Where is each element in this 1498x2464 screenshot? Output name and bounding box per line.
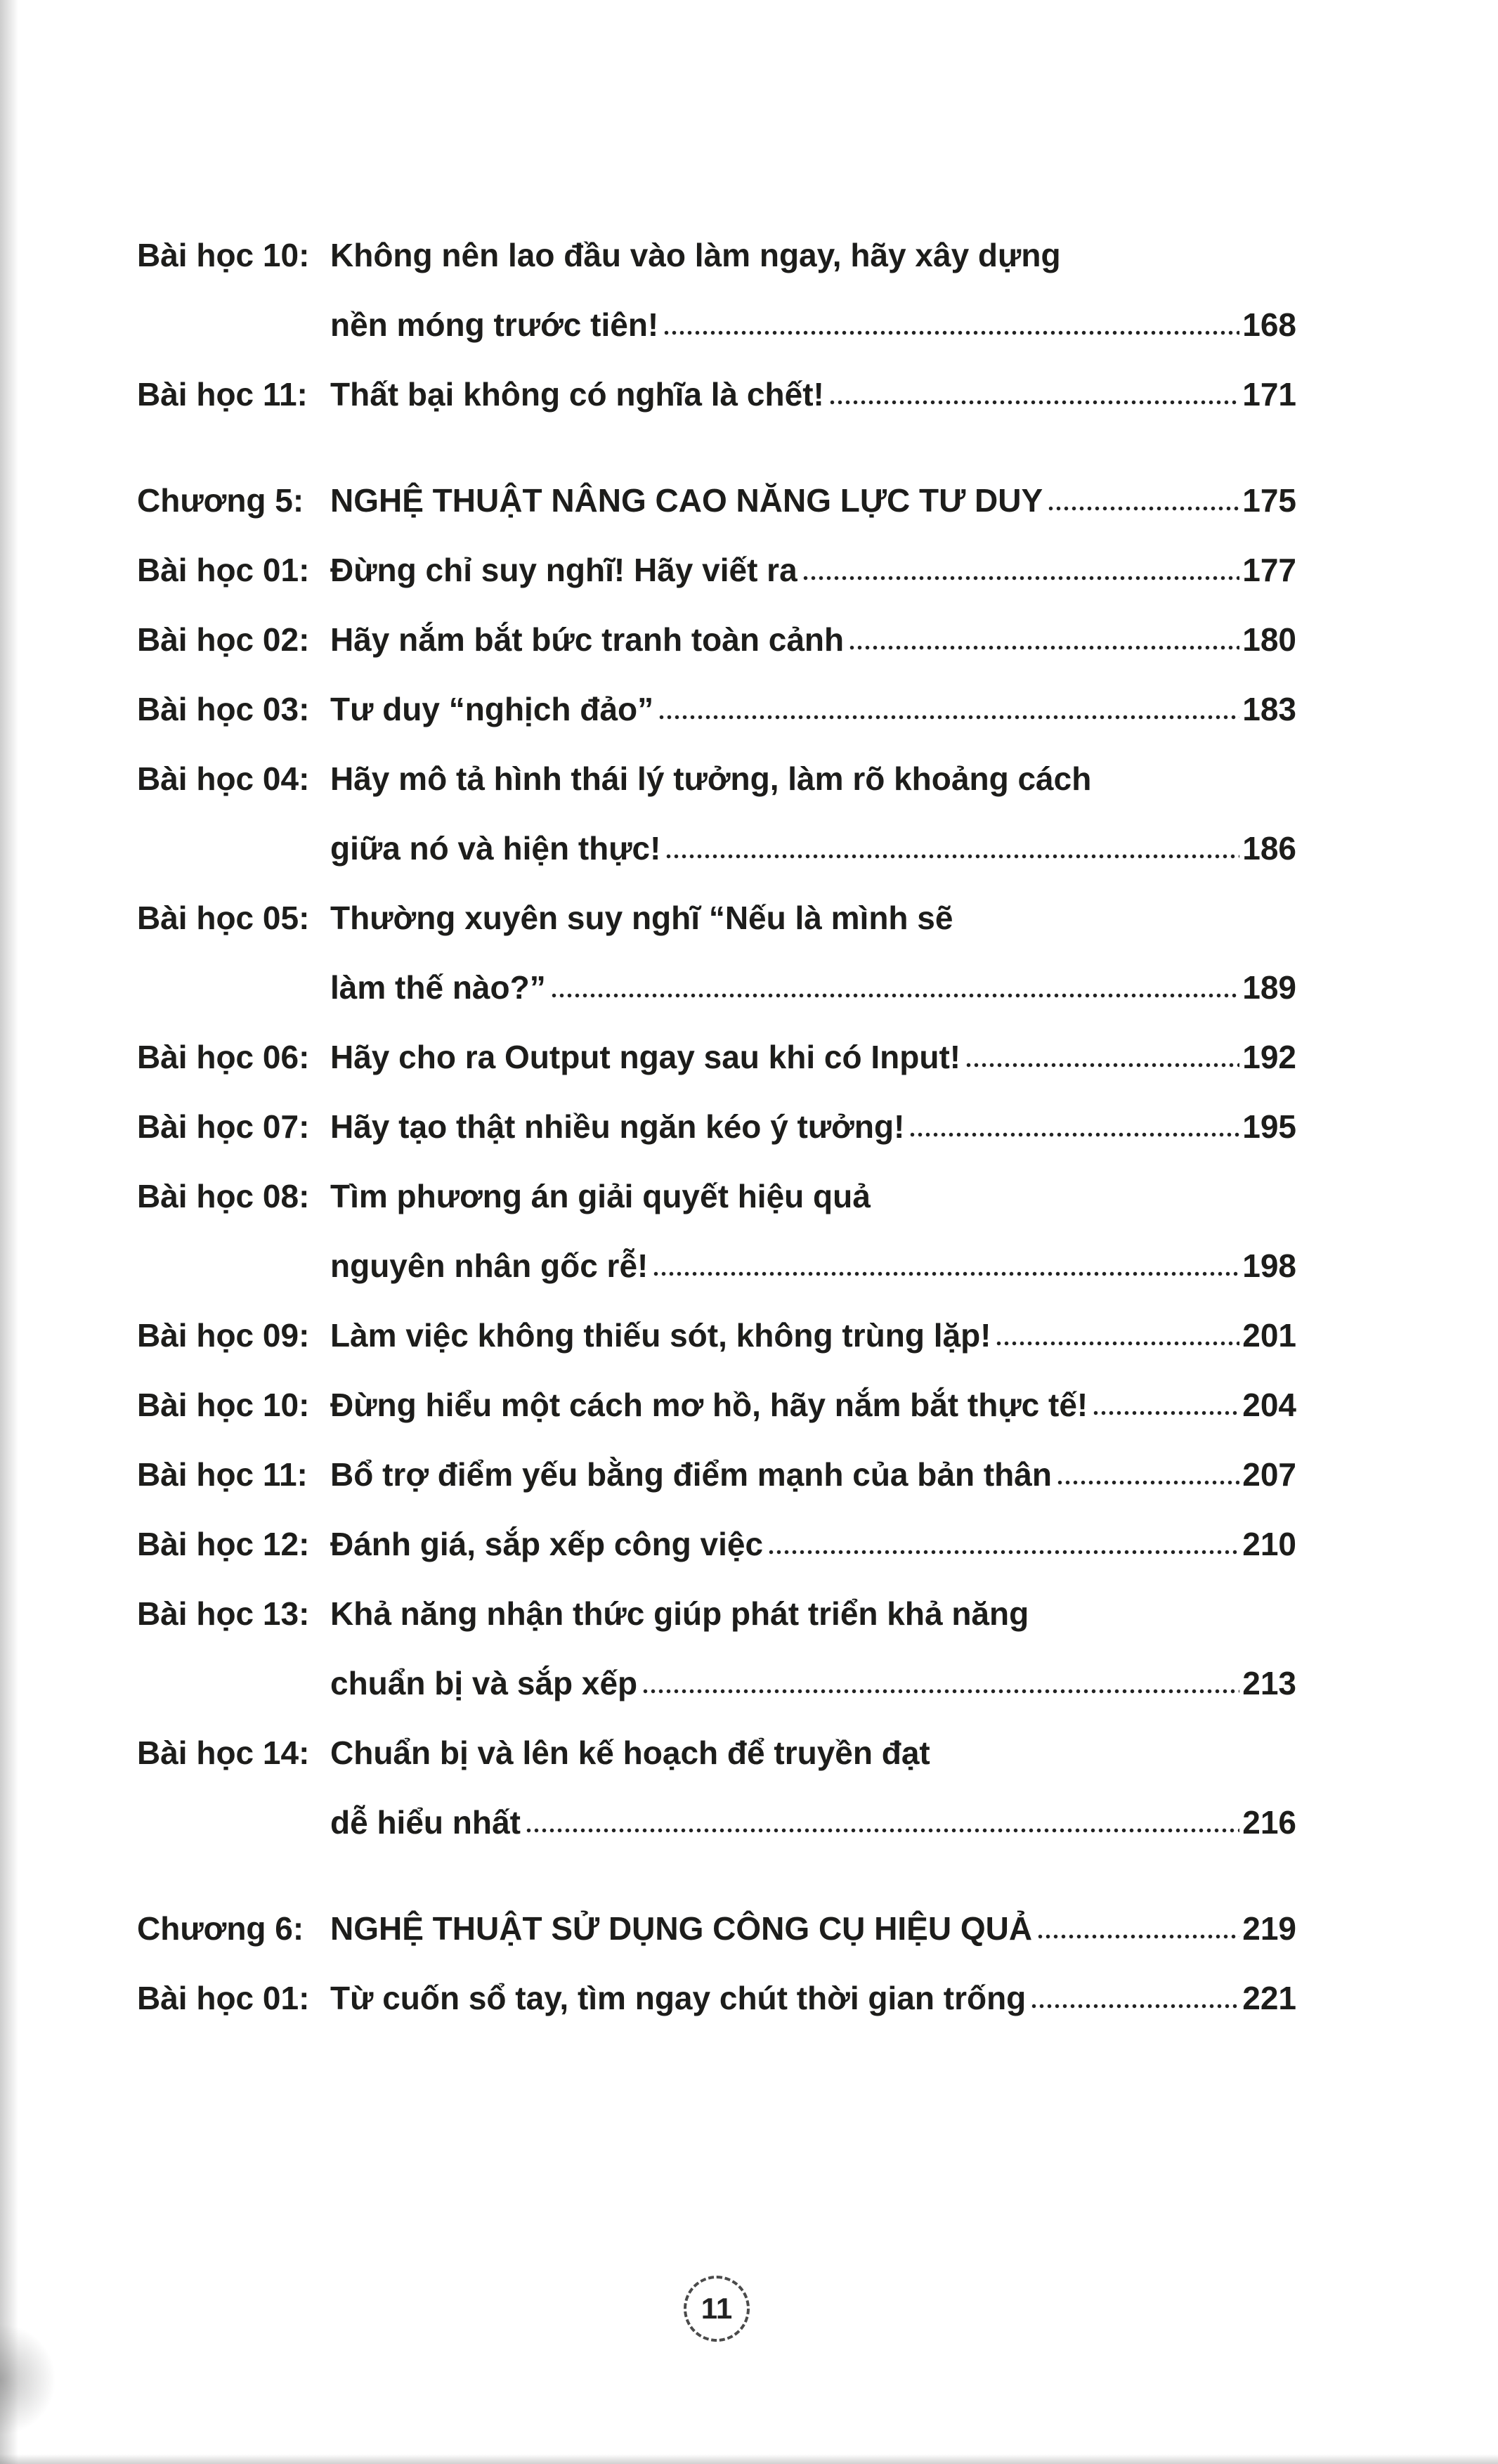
toc-line xyxy=(330,675,1296,744)
toc-entry-body xyxy=(330,1370,1296,1440)
dot-leader xyxy=(641,1688,1239,1694)
dot-leader xyxy=(995,1340,1239,1347)
toc-title-text: NGHỆ THUẬT SỬ DỤNG CÔNG CỤ HIỆU QUẢ xyxy=(330,1910,1033,1947)
toc-entry-body xyxy=(330,466,1296,536)
toc-page-number: 168 xyxy=(1242,306,1296,343)
toc-title-text: Làm việc không thiếu sót, không trùng lặp! xyxy=(330,1317,991,1354)
toc-entry-body xyxy=(330,1301,1296,1370)
dot-leader xyxy=(965,1062,1239,1068)
toc-lesson-entry xyxy=(137,221,1296,360)
table-of-contents xyxy=(137,221,1296,2033)
dot-leader xyxy=(663,330,1239,336)
toc-line xyxy=(330,953,1296,1023)
toc-lesson-entry xyxy=(137,883,1296,1023)
toc-title-text: Hãy nắm bắt bức tranh toàn cảnh xyxy=(330,621,845,658)
toc-title-text: Đừng hiểu một cách mơ hồ, hãy nắm bắt thực tế! xyxy=(330,1387,1088,1423)
toc-entry-label: Bài học 04: xyxy=(137,760,310,797)
dot-leader xyxy=(802,575,1240,581)
toc-title-text: Khả năng nhận thức giúp phát triển khả năng xyxy=(330,1595,1029,1632)
toc-line xyxy=(330,1964,1296,2033)
toc-line xyxy=(330,605,1296,675)
toc-page-number: 171 xyxy=(1242,376,1296,413)
toc-line xyxy=(330,1231,1296,1301)
toc-page-number: 221 xyxy=(1242,1980,1296,2016)
toc-line xyxy=(330,1023,1296,1092)
toc-page-number: 192 xyxy=(1242,1039,1296,1075)
toc-line xyxy=(330,536,1296,605)
toc-line xyxy=(330,1649,1296,1718)
toc-line xyxy=(330,1162,1296,1231)
dot-leader xyxy=(828,399,1239,406)
toc-page-number: 195 xyxy=(1242,1108,1296,1145)
toc-line xyxy=(330,1788,1296,1857)
toc-title-text: Thất bại không có nghĩa là chết! xyxy=(330,376,824,413)
toc-entry-body xyxy=(330,1579,1296,1718)
page-number-badge xyxy=(684,2276,750,2342)
toc-page-number: 198 xyxy=(1242,1247,1296,1284)
dot-leader xyxy=(908,1132,1239,1138)
toc-line xyxy=(330,1718,1296,1788)
toc-entry-label: Bài học 12: xyxy=(137,1526,310,1562)
toc-title-text: Hãy mô tả hình thái lý tưởng, làm rõ khoảng cách xyxy=(330,760,1092,797)
toc-entry-body xyxy=(330,744,1296,883)
toc-title-text: Đừng chỉ suy nghĩ! Hãy viết ra xyxy=(330,552,797,588)
toc-page-number: 175 xyxy=(1242,482,1296,519)
toc-entry-body xyxy=(330,1894,1296,1964)
toc-entry-label: Bài học 13: xyxy=(137,1595,310,1632)
toc-page-number: 219 xyxy=(1242,1910,1296,1947)
toc-line xyxy=(330,290,1296,360)
toc-entry-body xyxy=(330,1964,1296,2033)
toc-entry-label: Bài học 07: xyxy=(137,1108,310,1145)
dot-leader xyxy=(1030,2003,1239,2009)
toc-entry-label: Chương 6: xyxy=(137,1910,304,1947)
toc-chapter-entry xyxy=(137,466,1296,536)
toc-title-text: Đánh giá, sắp xếp công việc xyxy=(330,1526,764,1562)
toc-lesson-entry xyxy=(137,536,1296,605)
toc-page-number: 177 xyxy=(1242,552,1296,588)
dot-leader xyxy=(525,1827,1239,1834)
toc-entry-body xyxy=(330,883,1296,1023)
dot-leader xyxy=(652,1271,1239,1277)
toc-entry-body xyxy=(330,221,1296,360)
toc-line xyxy=(330,744,1296,814)
toc-entry-body xyxy=(330,1440,1296,1510)
toc-entry-label: Bài học 01: xyxy=(137,1980,310,2016)
toc-lesson-entry xyxy=(137,360,1296,429)
toc-line xyxy=(330,360,1296,429)
scan-smudge xyxy=(0,2323,56,2436)
toc-entry-label: Bài học 06: xyxy=(137,1039,310,1075)
toc-group xyxy=(137,221,1296,429)
toc-entry-label: Bài học 02: xyxy=(137,621,310,658)
toc-title-text: chuẩn bị và sắp xếp xyxy=(330,1665,638,1701)
toc-title-text: nguyên nhân gốc rễ! xyxy=(330,1247,649,1284)
toc-title-text: Tư duy “nghịch đảo” xyxy=(330,691,654,727)
toc-lesson-entry xyxy=(137,1301,1296,1370)
toc-entry-body xyxy=(330,1162,1296,1301)
toc-page-number: 201 xyxy=(1242,1317,1296,1354)
toc-lesson-entry xyxy=(137,1510,1296,1579)
toc-line xyxy=(330,221,1296,290)
toc-chapter-entry xyxy=(137,1894,1296,1964)
toc-lesson-entry xyxy=(137,1162,1296,1301)
toc-entry-label: Bài học 11: xyxy=(137,376,308,413)
toc-group xyxy=(137,466,1296,1857)
dot-leader xyxy=(550,992,1240,999)
dot-leader xyxy=(658,714,1239,720)
dot-leader xyxy=(1036,1933,1239,1940)
toc-entry-body xyxy=(330,1510,1296,1579)
toc-entry-body xyxy=(330,1092,1296,1162)
toc-page-number: 186 xyxy=(1242,830,1296,867)
toc-entry-label: Bài học 03: xyxy=(137,691,310,727)
toc-lesson-entry xyxy=(137,675,1296,744)
toc-entry-body xyxy=(330,360,1296,429)
toc-line xyxy=(330,1370,1296,1440)
dot-leader xyxy=(767,1549,1239,1555)
dot-leader xyxy=(1056,1479,1239,1486)
toc-page-number: 204 xyxy=(1242,1387,1296,1423)
toc-lesson-entry xyxy=(137,1718,1296,1857)
toc-line xyxy=(330,1092,1296,1162)
scan-edge-shadow-left xyxy=(0,0,18,2464)
toc-title-text: nền móng trước tiên! xyxy=(330,306,659,343)
toc-title-text: Chuẩn bị và lên kế hoạch để truyền đạt xyxy=(330,1734,930,1771)
toc-title-text: Không nên lao đầu vào làm ngay, hãy xây dựng xyxy=(330,237,1061,273)
toc-title-text: Thường xuyên suy nghĩ “Nếu là mình sẽ xyxy=(330,900,953,936)
toc-entry-label: Bài học 14: xyxy=(137,1734,310,1771)
toc-line xyxy=(330,1440,1296,1510)
toc-page-number: 210 xyxy=(1242,1526,1296,1562)
dot-leader xyxy=(665,853,1239,860)
toc-title-text: giữa nó và hiện thực! xyxy=(330,830,661,867)
toc-lesson-entry xyxy=(137,1964,1296,2033)
toc-lesson-entry xyxy=(137,1023,1296,1092)
toc-group xyxy=(137,1894,1296,2033)
toc-title-text: Hãy cho ra Output ngay sau khi có Input! xyxy=(330,1039,961,1075)
toc-entry-label: Bài học 09: xyxy=(137,1317,310,1354)
toc-line xyxy=(330,1894,1296,1964)
toc-title-text: Từ cuốn sổ tay, tìm ngay chút thời gian trống xyxy=(330,1980,1027,2016)
toc-line xyxy=(330,1579,1296,1649)
toc-entry-body xyxy=(330,605,1296,675)
toc-line xyxy=(330,883,1296,953)
toc-lesson-entry xyxy=(137,1092,1296,1162)
toc-entry-label: Bài học 11: xyxy=(137,1456,308,1493)
toc-title-text: làm thế nào?” xyxy=(330,969,546,1006)
toc-entry-label: Bài học 10: xyxy=(137,1387,310,1423)
page-number: 11 xyxy=(701,2292,733,2325)
toc-entry-body xyxy=(330,1718,1296,1857)
dot-leader xyxy=(848,644,1239,651)
toc-line xyxy=(330,814,1296,883)
toc-lesson-entry xyxy=(137,605,1296,675)
toc-entry-label: Chương 5: xyxy=(137,482,304,519)
toc-page-number: 216 xyxy=(1242,1804,1296,1841)
toc-lesson-entry xyxy=(137,1370,1296,1440)
toc-title-text: Hãy tạo thật nhiều ngăn kéo ý tưởng! xyxy=(330,1108,905,1145)
toc-line xyxy=(330,466,1296,536)
scan-edge-shadow-bottom xyxy=(0,2454,1498,2464)
toc-line xyxy=(330,1510,1296,1579)
toc-page-number: 213 xyxy=(1242,1665,1296,1701)
toc-entry-label: Bài học 10: xyxy=(137,237,310,273)
toc-lesson-entry xyxy=(137,744,1296,883)
dot-leader xyxy=(1047,505,1239,512)
toc-entry-label: Bài học 01: xyxy=(137,552,310,588)
toc-entry-label: Bài học 08: xyxy=(137,1178,310,1214)
toc-title-text: Tìm phương án giải quyết hiệu quả xyxy=(330,1178,871,1214)
toc-entry-body xyxy=(330,536,1296,605)
toc-title-text: NGHỆ THUẬT NÂNG CAO NĂNG LỰC TƯ DUY xyxy=(330,482,1043,519)
toc-page-number: 189 xyxy=(1242,969,1296,1006)
toc-title-text: dễ hiểu nhất xyxy=(330,1804,521,1841)
toc-entry-label: Bài học 05: xyxy=(137,900,310,936)
toc-page-number: 180 xyxy=(1242,621,1296,658)
toc-lesson-entry xyxy=(137,1579,1296,1718)
toc-page-number: 183 xyxy=(1242,691,1296,727)
toc-lesson-entry xyxy=(137,1440,1296,1510)
toc-entry-body xyxy=(330,675,1296,744)
dot-leader xyxy=(1092,1410,1239,1416)
toc-line xyxy=(330,1301,1296,1370)
toc-page-number: 207 xyxy=(1242,1456,1296,1493)
toc-title-text: Bổ trợ điểm yếu bằng điểm mạnh của bản thân xyxy=(330,1456,1052,1493)
toc-entry-body xyxy=(330,1023,1296,1092)
